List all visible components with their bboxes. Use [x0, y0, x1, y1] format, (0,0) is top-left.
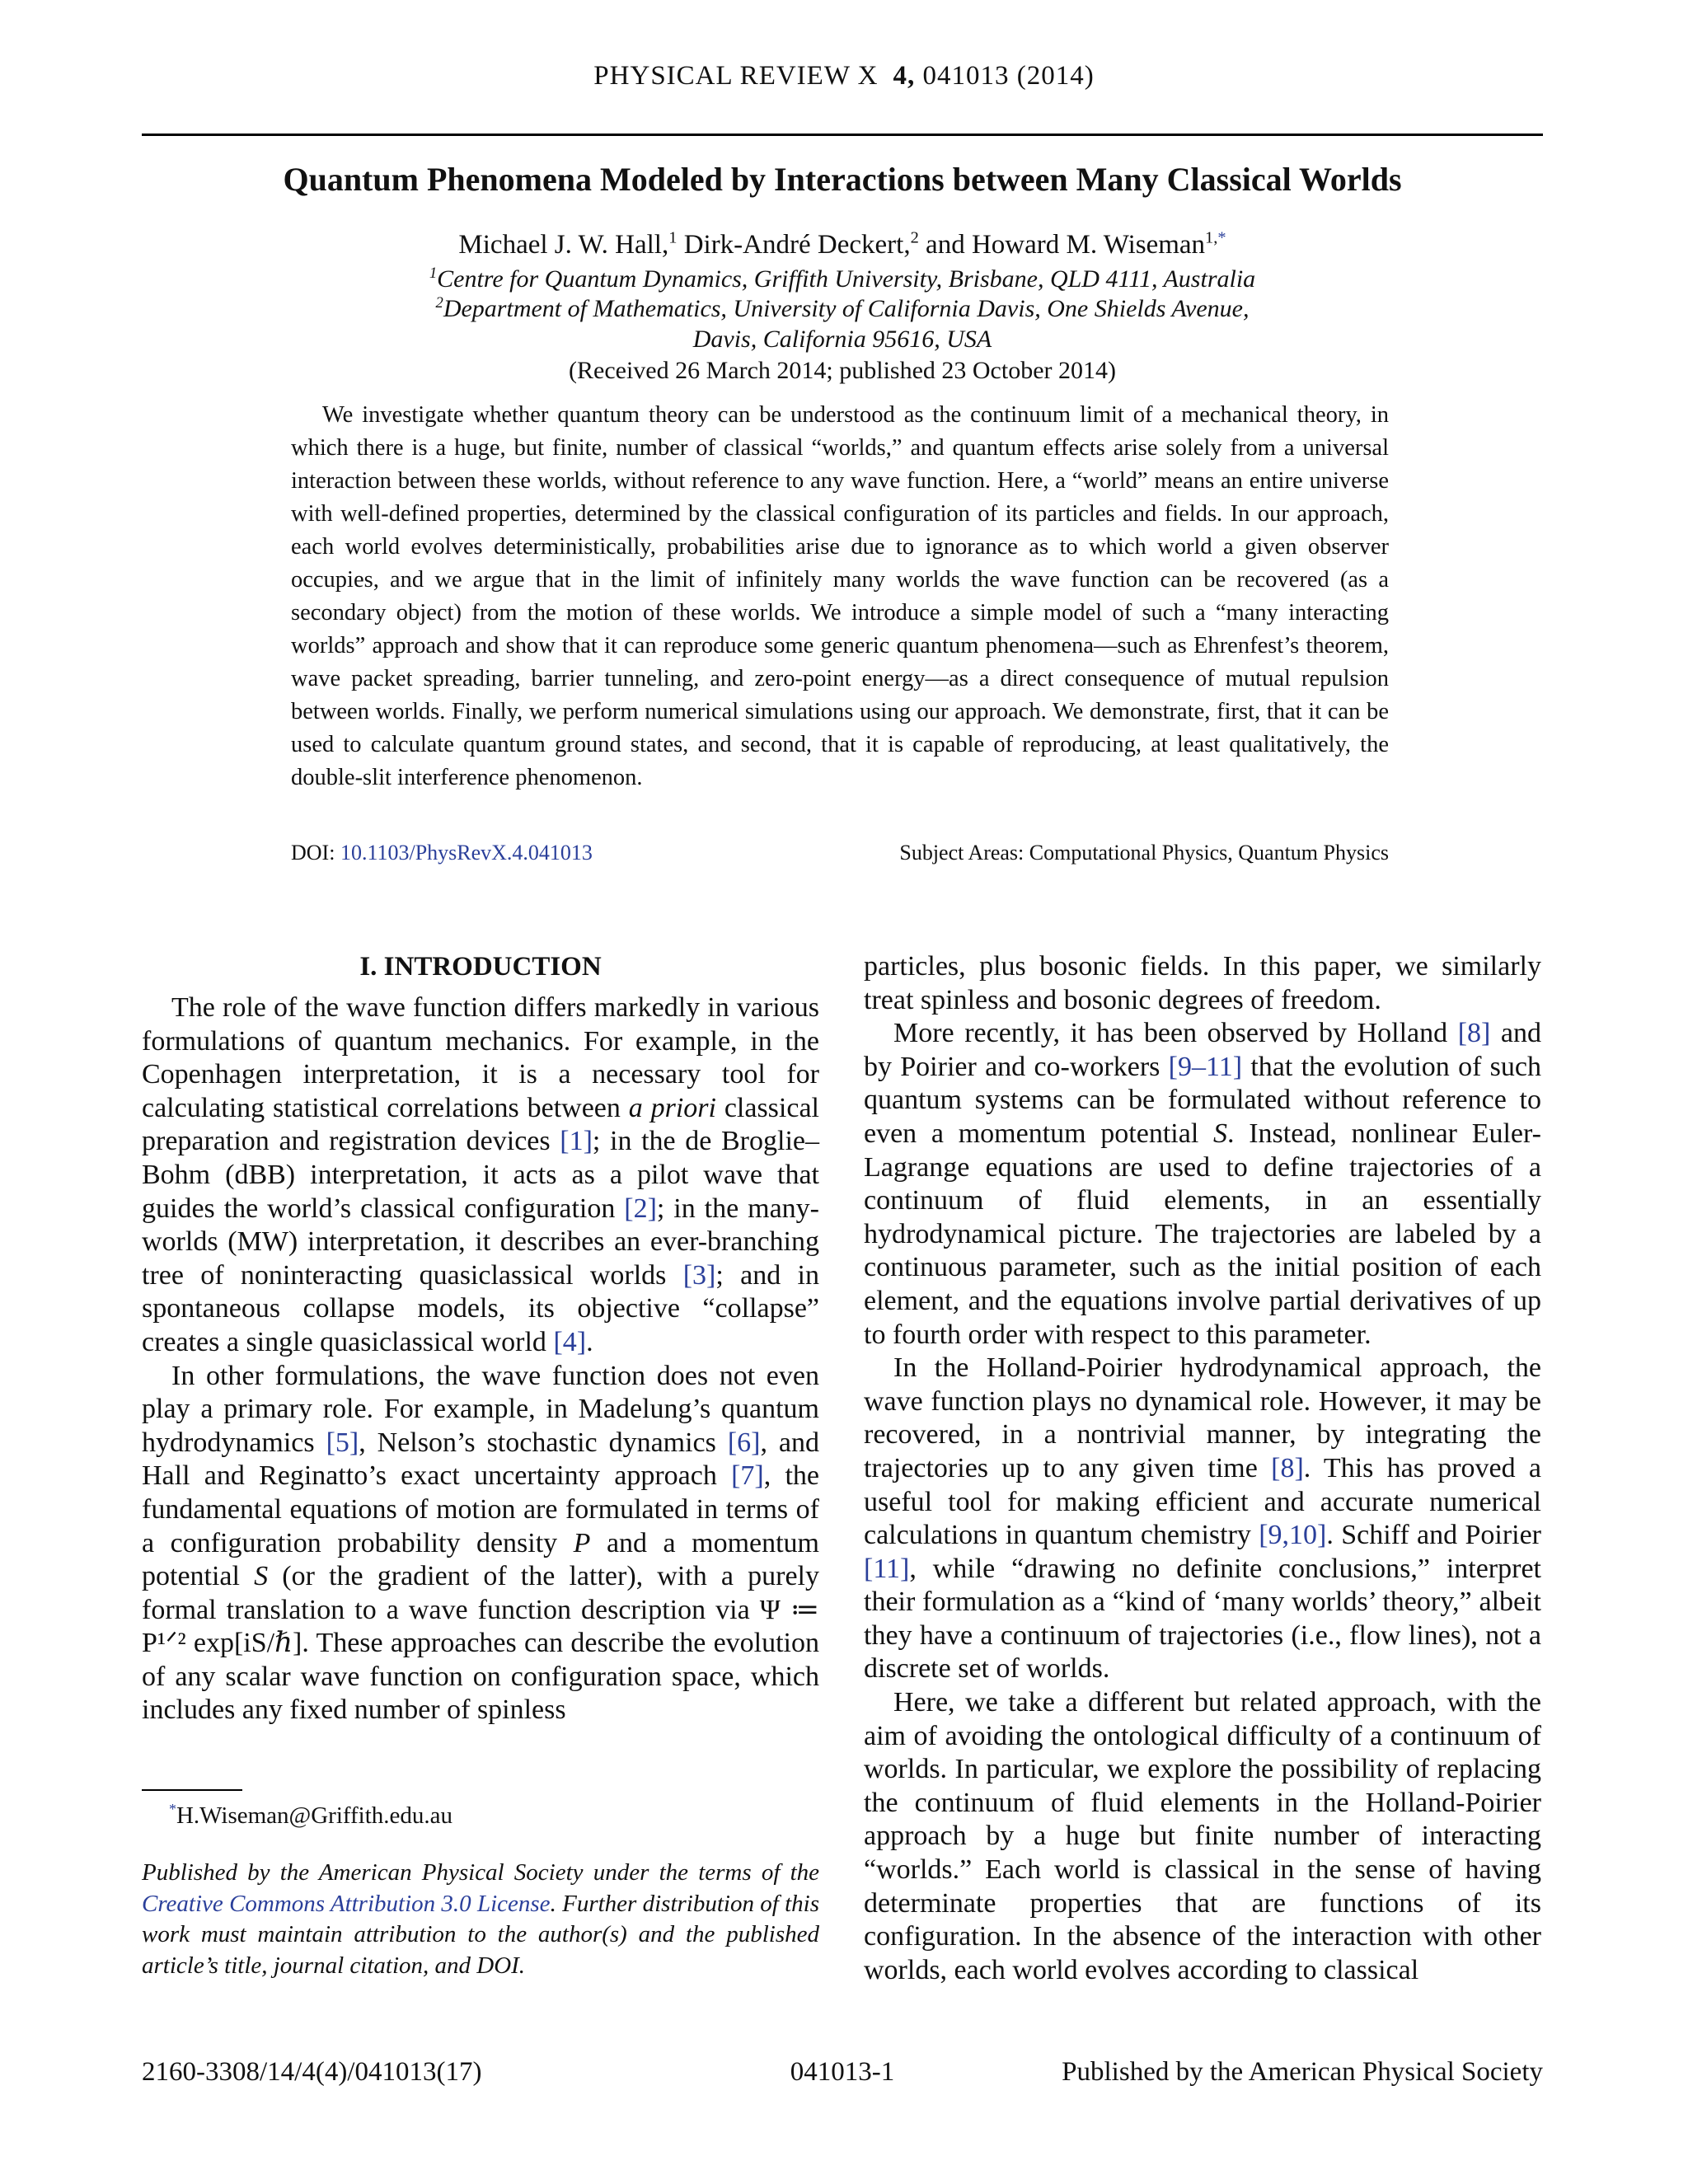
doi-line	[291, 841, 1389, 865]
affiliation	[142, 326, 1543, 354]
abstract: We investigate whether quantum theory can be understood as the continuum limit of a mechanical theory, in which there is a huge, but finite, number of classical “worlds,” and quantum effects arise solely from a universal interaction between these worlds, without reference to any wave function. Here, a “world” means an entire universe with well-defined properties, determined by the classical configuration of its particles and fields. In our approach, each world evolves deterministically, probabilities arise due to ignorance as to which world a given observer occupies, and we argue that in the limit of infinitely many worlds the wave function can be recovered (as a secondary object) from the motion of these worlds. We introduce a simple model of such a “many interacting worlds” approach and show that it can reproduce some generic quantum phenomena—such as Ehrenfest’s theorem, wave packet spreading, barrier tunneling, and zero-point energy—as a direct consequence of mutual repulsion between worlds. Finally, we perform numerical simulations using our approach. We demonstrate, first, that it can be used to calculate quantum ground states, and second, that it is capable of reproducing, at least qualitatively, the double-slit interference phenomenon.	[291, 402, 1389, 790]
author-email: H.Wiseman@Griffith.edu.au	[176, 1802, 453, 1829]
header-rule	[142, 134, 1543, 136]
page-number: 041013-1	[790, 2057, 895, 2087]
paragraph: More recently, it has been observed by Holland [8] and by Poirier and co-workers [9–11] that the evolution of such quantum systems can be formulated without reference to even a momentum potential S. Instead, nonlinear Euler-Lagrange equations are used to define trajectories of a continuum of fluid elements, in an essentially hydrodynamical picture. The trajectories are labeled by a continuous parameter, such as the initial position of each element, and the equations involve partial derivatives of up to fourth order with respect to this parameter.	[864, 1018, 1542, 1350]
citation-link[interactable]: [8]	[1457, 1018, 1491, 1049]
affiliation-text: Centre for Quantum Dynamics, Griffith University, Brisbane, QLD 4111, Australia	[437, 265, 1256, 293]
journal-name: PHYSICAL REVIEW X	[593, 61, 879, 91]
running-head	[0, 61, 1688, 91]
publisher: Published by the American Physical Society	[1062, 2057, 1543, 2087]
author-name: Michael J. W. Hall,	[458, 230, 669, 260]
paragraph: In the Holland-Poirier hydrodynamical approach, the wave function plays no dynamical role. However, it may be recovered, in a nontrivial manner, by integrating the trajectories up to any given time [8]. This has proved a useful tool for making efficient and accurate numerical calculations in quantum chemistry [9,10]. Schiff and Poirier [11], while “drawing no definite conclusions,” interpret their formulation as a “kind of ‘many worlds’ theory,” albeit they have a continuum of trajectories (i.e., flow lines), not a discrete set of worlds.	[864, 1352, 1541, 1685]
left-column	[142, 950, 819, 1727]
corresponding-author-link[interactable]: *	[1217, 228, 1226, 247]
paragraph: In other formulations, the wave function does not even play a primary role. For example, in Madelung’s quantum hydrodynamics [5], Nelson’s stochastic dynamics [6], and Hall and Reginatto’s exact uncertainty approach [7], the fundamental equations of motion are formulated in terms of a configuration probability density P and a momentum potential S (or the gradient of the latter), with a purely formal translation to a wave function description via Ψ ≔ P¹ᐟ² exp[iS/ℏ]. These approaches can describe the evolution of any scalar wave function on configuration space, which includes any fixed number of spinless	[142, 1360, 820, 1726]
author-list	[142, 230, 1543, 260]
citation-link[interactable]: [5]	[326, 1427, 359, 1458]
footnote-marker[interactable]: *	[169, 1801, 176, 1818]
affiliation	[142, 265, 1543, 293]
affiliation	[142, 295, 1543, 323]
affiliation-text: Davis, California 95616, USA	[692, 326, 992, 353]
affiliation-marker: 1,*	[1205, 228, 1226, 247]
paper-title: Quantum Phenomena Modeled by Interactions between Many Classical Worlds	[283, 161, 1402, 198]
author-name: Dirk-André Deckert,	[677, 230, 911, 260]
license-statement: Published by the American Physical Society under the terms of the Creative Commons Attribution 3.0 License. Further distribution of this work must maintain attribution to the author(s) and the published article’s title, journal citation, and DOI.	[142, 1859, 819, 1979]
right-column	[864, 950, 1541, 1987]
issn-code: 2160-3308/14/4(4)/041013(17)	[142, 2057, 482, 2087]
affiliation-marker: 1	[668, 228, 678, 247]
doi-label: DOI:	[291, 841, 335, 865]
citation-link[interactable]: [8]	[1271, 1452, 1304, 1483]
paragraph: particles, plus bosonic fields. In this paper, we similarly treat spinless and bosonic degrees of freedom.	[864, 951, 1541, 1015]
affiliation-number: 2	[435, 293, 443, 312]
citation-link[interactable]: [3]	[682, 1259, 716, 1291]
citation-link[interactable]: [9–11]	[1168, 1051, 1243, 1082]
citation-link[interactable]: [11]	[864, 1553, 910, 1584]
footnote	[169, 1802, 452, 1830]
citation-link[interactable]: [6]	[727, 1427, 761, 1458]
journal-volume: 4,	[893, 61, 916, 91]
affiliation-text: Department of Mathematics, University of California Davis, One Shields Avenue,	[443, 295, 1250, 322]
affiliation-number: 1	[429, 264, 438, 282]
license-link[interactable]: Creative Commons Attribution 3.0 License	[142, 1890, 551, 1917]
paragraph: Here, we take a different but related approach, with the aim of avoiding the ontological difficulty of a continuum of worlds. In particular, we explore the possibility of replacing the continuum of fluid elements in the Holland-Poirier approach by a huge but finite number of interacting “worlds.” Each world is classical in the sense of having determinate properties that are functions of its configuration. In the absence of the interaction with other worlds, each world evolves according to classical	[864, 1687, 1541, 1985]
received-date: (Received 26 March 2014; published 23 October 2014)	[569, 357, 1116, 384]
subject-areas: Subject Areas: Computational Physics, Quantum Physics	[899, 841, 1389, 865]
citation-link[interactable]: [2]	[624, 1193, 657, 1224]
citation-link[interactable]: [1]	[560, 1126, 593, 1157]
affiliation-marker: 2	[910, 228, 919, 247]
footnote-rule	[142, 1789, 242, 1791]
doi-link[interactable]: 10.1103/PhysRevX.4.041013	[340, 841, 593, 865]
author-name: and Howard M. Wiseman	[918, 230, 1206, 260]
article-number: 041013 (2014)	[922, 61, 1095, 91]
citation-link[interactable]: [4]	[553, 1326, 587, 1357]
citation-link[interactable]: [9,10]	[1259, 1520, 1327, 1551]
section-heading: I. INTRODUCTION	[359, 952, 602, 982]
paragraph: The role of the wave function differs markedly in various formulations of quantum mechanics. For example, in the Copenhagen interpretation, it is a necessary tool for calculating statistical correlations between a priori classical preparation and registration devices [1]; in the de Broglie–Bohm (dBB) interpretation, it acts as a pilot wave that guides the world’s classical configuration [2]; in the many-worlds (MW) interpretation, it describes an ever-branching tree of noninteracting quasiclassical worlds [3]; and in spontaneous collapse models, its objective “collapse” creates a single quasiclassical world [4].	[142, 992, 820, 1357]
page-footer	[142, 2057, 1543, 2088]
citation-link[interactable]: [7]	[731, 1460, 764, 1492]
wave-function-formula: Ψ ≔ P¹ᐟ² exp[iS/ℏ]	[142, 1594, 819, 1659]
